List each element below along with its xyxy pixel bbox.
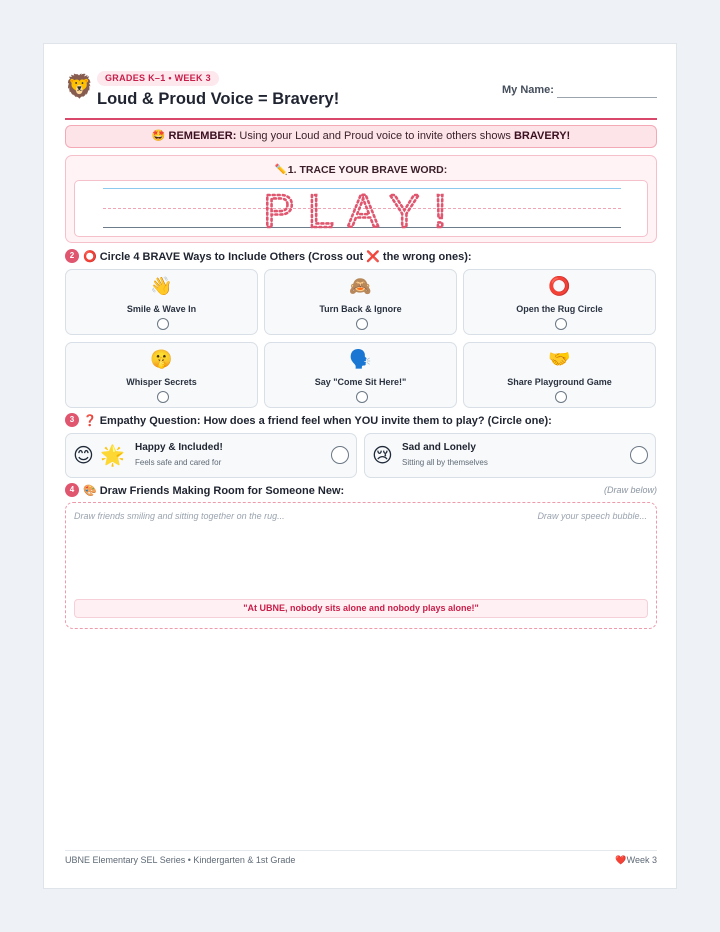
choice-radio[interactable] bbox=[356, 391, 368, 403]
heart-icon: ❤️ bbox=[615, 856, 627, 866]
footer-week bbox=[615, 855, 657, 866]
choice-label: Share Playground Game bbox=[507, 377, 612, 387]
choice-radio[interactable] bbox=[356, 318, 368, 330]
footer-series: UBNE Elementary SEL Series • Kindergarten & 1st Grade bbox=[65, 855, 296, 865]
choice-radio[interactable] bbox=[157, 318, 169, 330]
trace-heading-text: 1. TRACE YOUR BRAVE WORD: bbox=[287, 164, 448, 176]
artist-palette-icon: 🎨 bbox=[83, 484, 97, 497]
remember-label: REMEMBER: bbox=[168, 130, 237, 142]
worksheet-content bbox=[65, 44, 657, 888]
choice-label: Whisper Secrets bbox=[126, 377, 197, 387]
choice-label: Smile & Wave In bbox=[126, 304, 197, 314]
section-3-text: Empathy Question: How does a friend feel when YOU invite them to play? (Circle one): bbox=[99, 415, 552, 427]
red-circle-icon: ⭕ bbox=[548, 276, 571, 297]
empathy-option-sad[interactable] bbox=[364, 433, 656, 478]
section-number-badge: 2 bbox=[65, 249, 79, 263]
empathy-option-happy[interactable] bbox=[65, 433, 357, 478]
empathy-option-title: Happy & Included! bbox=[135, 442, 223, 453]
section-4-heading bbox=[65, 484, 657, 500]
remember-emphasis: BRAVERY! bbox=[513, 130, 571, 142]
shushing-face-icon: 🤫 bbox=[150, 349, 173, 370]
remember-banner bbox=[65, 125, 657, 148]
empathy-radio[interactable] bbox=[331, 446, 349, 464]
drawing-area[interactable] bbox=[65, 502, 657, 629]
section-number-badge: 4 bbox=[65, 483, 79, 497]
lion-face-icon: 🦁 bbox=[65, 74, 94, 100]
crying-face-icon: 😢 bbox=[372, 443, 393, 467]
choice-card-share-game[interactable] bbox=[463, 342, 656, 408]
waving-hand-icon: 👋 bbox=[150, 276, 173, 297]
red-circle-icon: ⭕ bbox=[83, 250, 97, 263]
draw-below-note: (Draw below) bbox=[603, 485, 657, 495]
empathy-option-title: Sad and Lonely bbox=[402, 442, 476, 453]
worksheet-header bbox=[65, 70, 657, 120]
empathy-option-subtitle: Sitting all by themselves bbox=[402, 458, 488, 467]
choice-card-open-rug[interactable] bbox=[463, 269, 656, 335]
trace-writing-box[interactable] bbox=[74, 180, 648, 237]
footer-week-text: Week 3 bbox=[626, 855, 657, 865]
grade-week-badge: GRADES K–1 • WEEK 3 bbox=[97, 71, 219, 86]
worksheet-title: Loud & Proud Voice = Bravery! bbox=[97, 90, 340, 108]
section-4-text: Draw Friends Making Room for Someone New: bbox=[99, 485, 345, 497]
worksheet-page bbox=[43, 43, 677, 889]
section-2-heading bbox=[65, 250, 657, 266]
see-no-evil-monkey-icon: 🙈 bbox=[349, 276, 372, 297]
trace-word-text: PLAY! bbox=[263, 185, 461, 237]
drawing-hint-right: Draw your speech bubble... bbox=[537, 511, 647, 521]
choice-radio[interactable] bbox=[555, 318, 567, 330]
section-3-heading bbox=[65, 414, 657, 430]
empathy-option-subtitle: Feels safe and cared for bbox=[135, 458, 222, 467]
section-2-text: Circle 4 BRAVE Ways to Include Others (Cross out bbox=[99, 251, 364, 263]
smiling-face-star-icon: 😊 🌟 bbox=[73, 443, 126, 467]
remember-text: Using your Loud and Proud voice to invite others shows bbox=[236, 130, 514, 142]
section-number-badge: 3 bbox=[65, 413, 79, 427]
choice-label: Open the Rug Circle bbox=[516, 304, 603, 314]
trace-section bbox=[65, 155, 657, 243]
question-mark-icon: ❓ bbox=[83, 414, 97, 427]
footer-divider bbox=[65, 850, 657, 851]
choice-label: Turn Back & Ignore bbox=[319, 304, 402, 314]
choice-card-turn-back[interactable] bbox=[264, 269, 457, 335]
choice-card-come-sit[interactable] bbox=[264, 342, 457, 408]
section-2-text-after: the wrong ones): bbox=[382, 251, 472, 263]
header-divider bbox=[65, 118, 657, 120]
my-name-label: My Name: bbox=[502, 84, 554, 96]
drawing-hint-left: Draw friends smiling and sitting together on the rug... bbox=[74, 511, 285, 521]
motto-quote: "At UBNE, nobody sits alone and nobody plays alone!" bbox=[74, 599, 648, 618]
speaking-head-icon: 🗣️ bbox=[349, 349, 372, 370]
choice-label: Say "Come Sit Here!" bbox=[314, 377, 407, 387]
handshake-icon: 🤝 bbox=[548, 349, 571, 370]
trace-word-dotted bbox=[75, 181, 649, 238]
pencil-icon: ✏️ bbox=[274, 164, 288, 176]
choice-card-whisper[interactable] bbox=[65, 342, 258, 408]
star-struck-icon: 🤩 bbox=[151, 129, 166, 142]
trace-heading bbox=[66, 163, 656, 176]
choice-radio[interactable] bbox=[555, 391, 567, 403]
empathy-radio[interactable] bbox=[630, 446, 648, 464]
choice-card-smile-wave[interactable] bbox=[65, 269, 258, 335]
choice-radio[interactable] bbox=[157, 391, 169, 403]
cross-mark-icon: ❌ bbox=[366, 250, 380, 263]
my-name-field[interactable] bbox=[557, 97, 657, 98]
